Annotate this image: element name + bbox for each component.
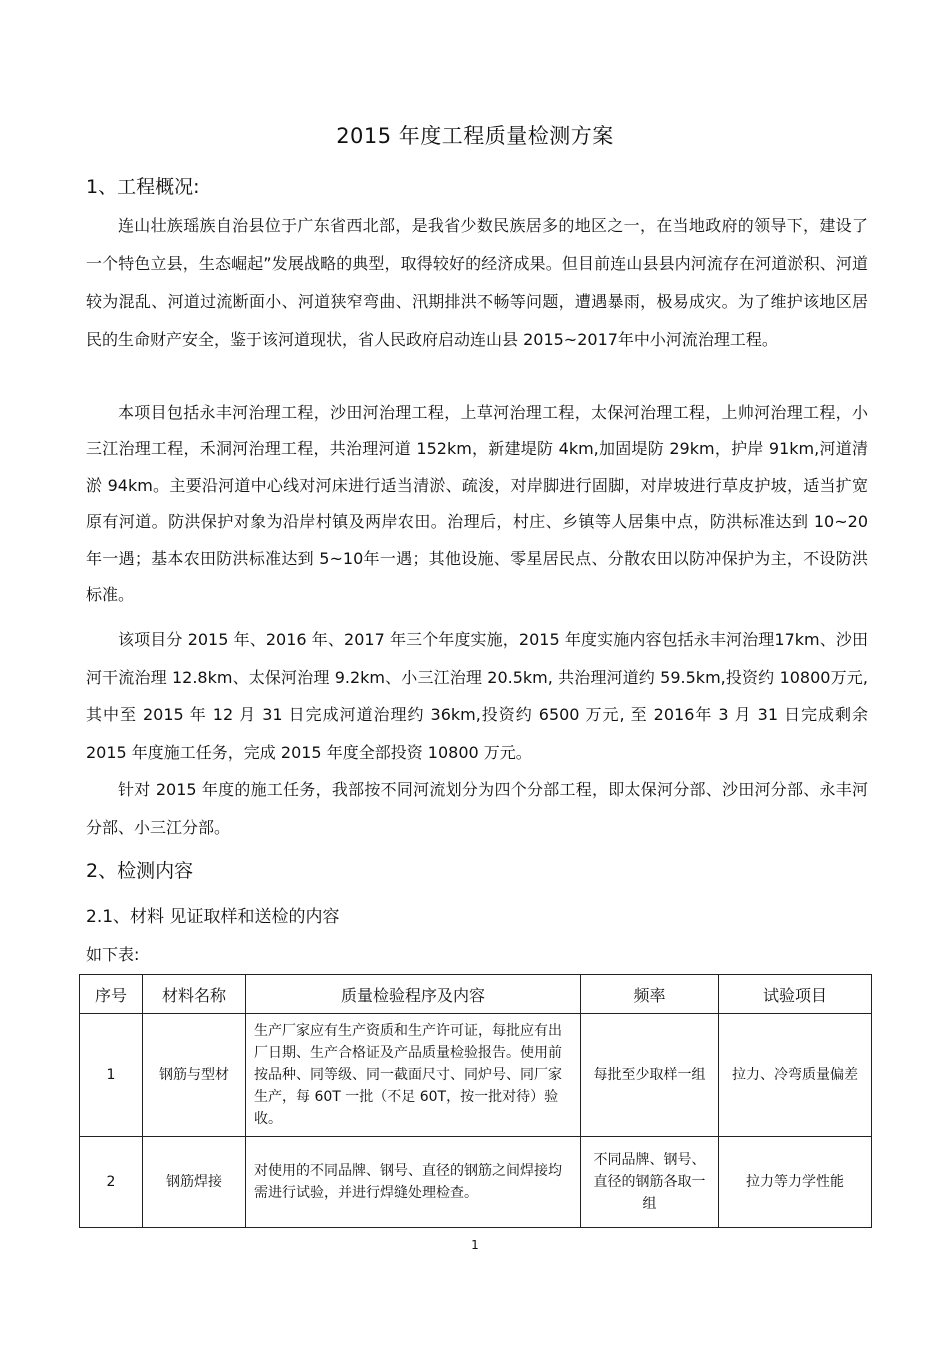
header-cell: 试验项目 [719,975,872,1014]
cell-test-items: 拉力等力学性能 [719,1137,872,1228]
cell-frequency: 不同品牌、钢号、直径的钢筋各取一组 [581,1137,719,1228]
cell-procedure: 生产厂家应有生产资质和生产许可证，每批应有出厂日期、生产合格证及产品质量检验报告。使用前按品种、同等级、同一截面尺寸、同炉号、同厂家生产，每 60T 一批（不足 60T，按一批对待）验收。 [246,1014,581,1137]
paragraph-text: 该项目分 2015 年、2016 年、2017 年三个年度实施，2015 年度实施内容包括永丰河治理17km、沙田河干流治理 12.8km、太保河治理 9.2km、小三江治理 20.5km, 共治理河道约 59.5km,投资约 10800万元, 其中至 2015 年 12 月 31 日完成河道治理约 36km,投资约 6500 万元, 至 2016年 3 月 31 日完成剩余 2015 年度施工任务，完成 2015 年度全部投资 10800 万元。 [86,630,868,762]
table-intro: 如下表: [86,945,140,964]
paragraph-text: 连山壮族瑶族自治县位于广东省西北部，是我省少数民族居多的地区之一，在当地政府的领导下，建设了一个特色立县，生态崛起”发展战略的典型，取得较好的经济成果。但目前连山县县内河流存在河道淤积、河道较为混乱、河道过流断面小、河道狭窄弯曲、汛期排洪不畅等问题，遭遇暴雨，极易成灾。为了维护该地区居民的生命财产安全，鉴于该河道现状，省人民政府启动连山县 2015~2017年中小河流治理工程。 [86,216,868,349]
paragraph-schedule [86,621,868,771]
material-inspection-table [79,974,872,1228]
paragraph-overview [86,207,868,359]
paragraph-scope [86,395,868,613]
header-cell: 频率 [581,975,719,1014]
cell-material: 钢筋焊接 [143,1137,246,1228]
cell-procedure: 对使用的不同品牌、钢号、直径的钢筋之间焊接均需进行试验，并进行焊缝处理检查。 [246,1137,581,1228]
section-2-1-heading: 2.1、材料 见证取样和送检的内容 [86,907,340,927]
page-number: 1 [471,1238,479,1252]
paragraph-text: 针对 2015 年度的施工任务，我部按不同河流划分为四个分部工程，即太保河分部、沙田河分部、永丰河分部、小三江分部。 [86,780,868,837]
cell-frequency: 每批至少取样一组 [581,1014,719,1137]
paragraph-division [86,771,868,847]
paragraph-text: 本项目包括永丰河治理工程，沙田河治理工程，上草河治理工程，太保河治理工程，上帅河治理工程，小三江治理工程，禾洞河治理工程，共治理河道 152km，新建堤防 4km,加固堤防 29km，护岸 91km,河道清淤 94km。主要沿河道中心线对河床进行适当清淤、疏浚，对岸脚进行固脚，对岸坡进行草皮护坡，适当扩宽原有河道。防洪保护对象为沿岸村镇及两岸农田。治理后，村庄、乡镇等人居集中点，防洪标准达到 10~20 年一遇；基本农田防洪标准达到 5~10年一遇；其他设施、零星居民点、分散农田以防冲保护为主，不设防洪标准。 [86,403,868,605]
table-header-row [80,975,872,1014]
cell-material: 钢筋与型材 [143,1014,246,1137]
header-cell: 质量检验程序及内容 [246,975,581,1014]
cell-index: 2 [80,1137,143,1228]
header-cell: 材料名称 [143,975,246,1014]
table-row [80,1014,872,1137]
cell-test-items: 拉力、冷弯质量偏差 [719,1014,872,1137]
document-title: 2015 年度工程质量检测方案 [336,124,614,148]
section-1-heading: 1、工程概况: [86,176,200,198]
section-2-heading: 2、检测内容 [86,860,194,882]
cell-index: 1 [80,1014,143,1137]
header-cell: 序号 [80,975,143,1014]
table-row [80,1137,872,1228]
